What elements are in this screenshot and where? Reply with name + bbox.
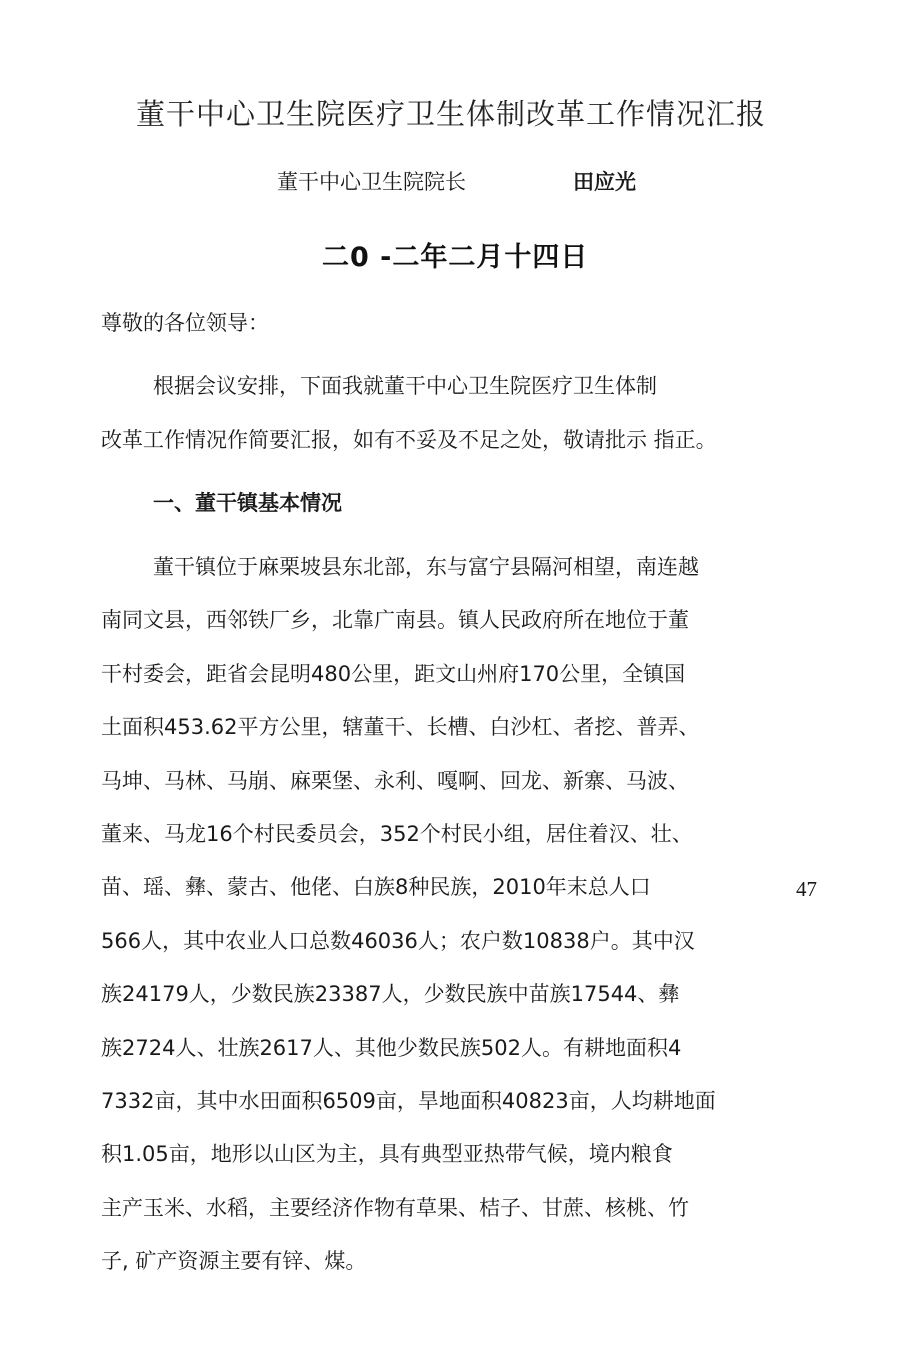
body-line: 主产玉米、水稻，主要经济作物有草果、桔子、甘蔗、核桃、竹: [101, 1196, 689, 1220]
body-line: 南同文县，西邻铁厂乡，北靠广南县。镇人民政府所在地位于董: [101, 608, 689, 632]
intro-line: 改革工作情况作简要汇报，如有不妥及不足之处，敬请批示 指正。: [101, 428, 717, 452]
body-line: 566人，其中农业人口总数46036人；农户数10838户。其中汉: [101, 929, 695, 953]
body-line: 子, 矿产资源主要有锌、煤。: [101, 1249, 367, 1273]
author-name: 田应光: [573, 170, 636, 194]
body-line: 积1.05亩，地形以山区为主，具有典型亚热带气候，境内粮食: [101, 1142, 673, 1166]
report-date: 二0 -二年二月十四日: [322, 242, 589, 273]
document-title: 董干中心卫生院医疗卫生体制改革工作情况汇报: [136, 97, 767, 131]
body-line: 董来、马龙16个村民委员会，352个村民小组，居住着汉、壮、: [101, 822, 693, 846]
body-line: 土面积453.62平方公里，辖董干、长槽、白沙杠、者挖、普弄、: [101, 715, 700, 739]
section-heading: 一、董干镇基本情况: [153, 491, 342, 515]
margin-number: 47: [796, 877, 817, 901]
body-line: 族2724人、壮族2617人、其他少数民族502人。有耕地面积4: [101, 1036, 682, 1060]
body-line: 董干镇位于麻栗坡县东北部，东与富宁县隔河相望，南连越: [153, 555, 699, 579]
body-line: 干村委会，距省会昆明480公里，距文山州府170公里，全镇国: [101, 662, 686, 686]
intro-line: 根据会议安排，下面我就董干中心卫生院医疗卫生体制: [153, 374, 657, 398]
body-line: 苗、瑶、彝、蒙古、他佬、白族8种民族，2010年末总人口: [101, 875, 651, 899]
body-line: 族24179人，少数民族23387人，少数民族中苗族17544、彝: [101, 982, 680, 1006]
body-line: 7332亩，其中水田面积6509亩，旱地面积40823亩，人均耕地面: [101, 1089, 716, 1113]
author-role: 董干中心卫生院院长: [277, 170, 466, 194]
salutation: 尊敬的各位领导：: [101, 311, 269, 335]
body-line: 马坤、马林、马崩、麻栗堡、永利、嘎啊、回龙、新寨、马波、: [101, 769, 689, 793]
